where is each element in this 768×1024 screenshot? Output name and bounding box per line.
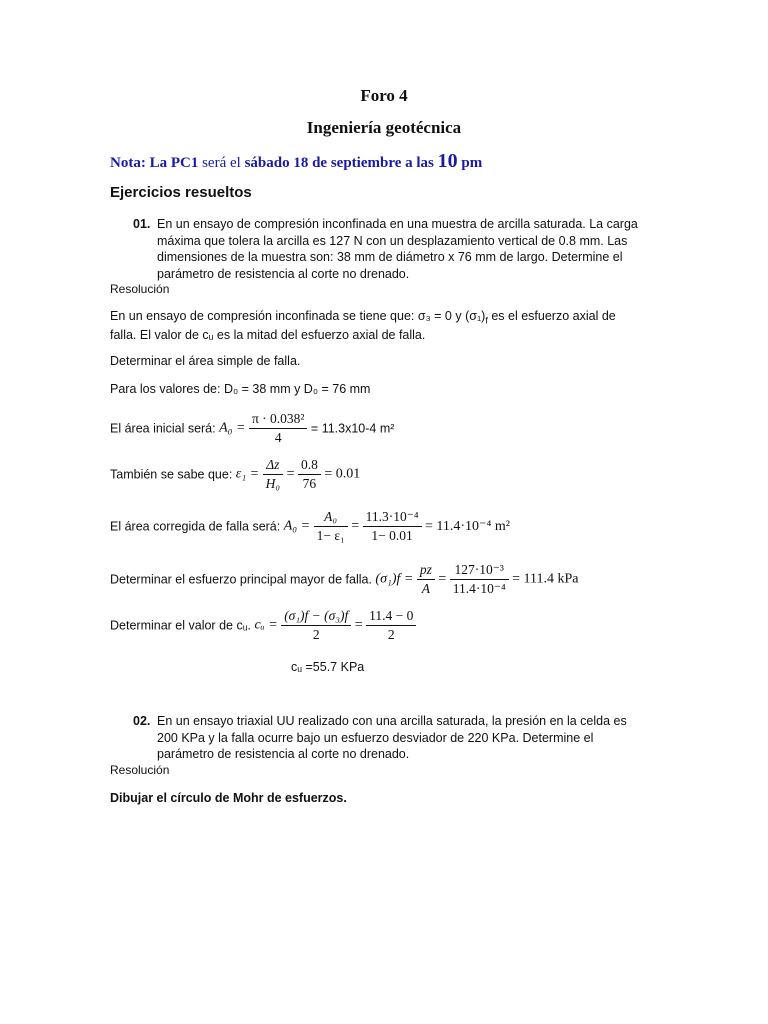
cu-fraction-2 [366, 608, 416, 643]
corr-num-2: 11.3·10⁻⁴ [363, 509, 422, 527]
stress-result: = 111.4 kPa [512, 571, 579, 587]
strain-label: También se sabe que: [110, 467, 233, 482]
strain-num-1: Δz [263, 457, 283, 475]
cu-fraction-1 [281, 608, 351, 643]
stress-fraction-1 [417, 562, 435, 597]
strain-fraction-1 [263, 457, 283, 492]
stress-label: Determinar el esfuerzo principal mayor de falla. [110, 572, 372, 587]
strain-equation [110, 457, 360, 492]
corr-lhs: A₀ = [283, 518, 311, 534]
strain-den-1: H₀ [265, 476, 281, 491]
note-line [110, 150, 482, 173]
area-label: El área inicial será: [110, 421, 216, 436]
stress-lhs: (σ₁)f = [375, 571, 414, 587]
cu-den-1: 2 [312, 627, 320, 642]
document-subtitle: Ingeniería geotécnica [306, 118, 462, 137]
cu-den-2: 2 [387, 627, 395, 642]
intro-line-2: falla. El valor de cᵤ es la mitad del esfuerzo axial de falla. [110, 328, 426, 342]
statement-line: parámetro de resistencia al corte no drenado. [157, 266, 410, 281]
exercise-1-statement [157, 216, 638, 282]
statement-line: parámetro de resistencia al corte no drenado. [157, 747, 410, 761]
strain-num-2: 0.8 [298, 457, 321, 475]
document-title: Foro 4 [360, 86, 408, 105]
corr-fraction-2 [363, 509, 422, 544]
stress-equation [110, 562, 579, 597]
resolution-label: Resolución [110, 282, 170, 296]
corr-equals: = [351, 518, 360, 534]
cu-equals: = [354, 617, 363, 633]
intro-sub: f [485, 315, 488, 326]
stress-num-1: pz [417, 562, 435, 580]
cu-lhs: cᵤ = [254, 617, 278, 633]
step-values: Para los valores de: D₀ = 38 mm y D₀ = 76 mm [110, 382, 371, 396]
note-label: Nota: [110, 155, 146, 171]
area-denominator: 4 [274, 430, 282, 445]
statement-line: 200 KPa y la falla ocurre bajo un esfuerzo desviador de 220 KPa. Determine el [157, 730, 594, 745]
corr-den-1: 1− ε₁ [316, 528, 345, 543]
exercise-1-number: 01. [133, 217, 151, 231]
area-equation [110, 411, 394, 446]
section-heading: Ejercicios resueltos [110, 184, 252, 201]
statement-line: máxima que tolera la arcilla es 127 N con un desplazamiento vertical de 0.8 mm. Las [157, 233, 628, 248]
cu-equation [110, 608, 416, 643]
exercise-2-number: 02. [133, 714, 151, 728]
cu-num-1: (σ₁)f − (σ₃)f [281, 608, 351, 626]
strain-equals: = [286, 466, 295, 482]
note-pm: pm [461, 155, 483, 171]
strain-lhs: ε₁ = [235, 466, 260, 482]
corr-fraction-1 [314, 509, 348, 544]
intro-text: En un ensayo de compresión inconfinada se tiene que: [110, 309, 415, 323]
statement-line: En un ensayo triaxial UU realizado con una arcilla saturada, la presión en la celda es [157, 714, 627, 728]
intro-sigma: σ₃ = 0 y (σ₁) [417, 309, 486, 323]
note-hour: 10 [437, 150, 458, 172]
step-area: Determinar el área simple de falla. [110, 354, 301, 368]
cu-final-value: cᵤ =55.7 KPa [291, 660, 365, 674]
area-result: = 11.3x10-4 m² [310, 421, 395, 436]
intro-line-1 [110, 309, 616, 326]
corr-result: = 11.4·10⁻⁴ m² [425, 519, 510, 534]
corrected-area-equation [110, 509, 510, 544]
strain-den-2: 76 [302, 476, 317, 491]
statement-line: En un ensayo de compresión inconfinada en una muestra de arcilla saturada. La carga [157, 217, 638, 231]
cu-num-2: 11.4 − 0 [366, 608, 416, 626]
corr-den-2: 1− 0.01 [371, 528, 413, 543]
corr-num-1: A₀ [314, 509, 348, 527]
resolution-label-2: Resolución [110, 763, 170, 777]
note-date: sábado 18 de septiembre a las [244, 155, 434, 171]
note-sera: será el [202, 155, 241, 171]
stress-den-2: 11.4·10⁻⁴ [452, 581, 506, 596]
stress-den-1: A [421, 581, 430, 596]
area-lhs: A₀ = [219, 420, 246, 436]
strain-fraction-2 [298, 457, 321, 492]
stress-equals: = [438, 571, 447, 587]
intro-text-end: es el esfuerzo axial de [491, 309, 616, 323]
step-mohr: Dibujar el círculo de Mohr de esfuerzos. [110, 791, 347, 805]
stress-fraction-2 [450, 562, 509, 597]
area-fraction [249, 411, 307, 446]
cu-label: Determinar el valor de cᵤ. [110, 618, 251, 633]
corr-label: El área corregida de falla será: [110, 519, 281, 534]
exercise-2-statement [157, 713, 627, 763]
statement-line: dimensiones de la muestra son: 38 mm de diámetro x 76 mm de largo. Determine el [157, 250, 623, 264]
strain-result: = 0.01 [324, 466, 361, 482]
note-pc1: La PC1 [149, 155, 199, 171]
stress-num-2: 127·10⁻³ [450, 562, 509, 580]
area-numerator: π · 0.038² [249, 411, 307, 429]
